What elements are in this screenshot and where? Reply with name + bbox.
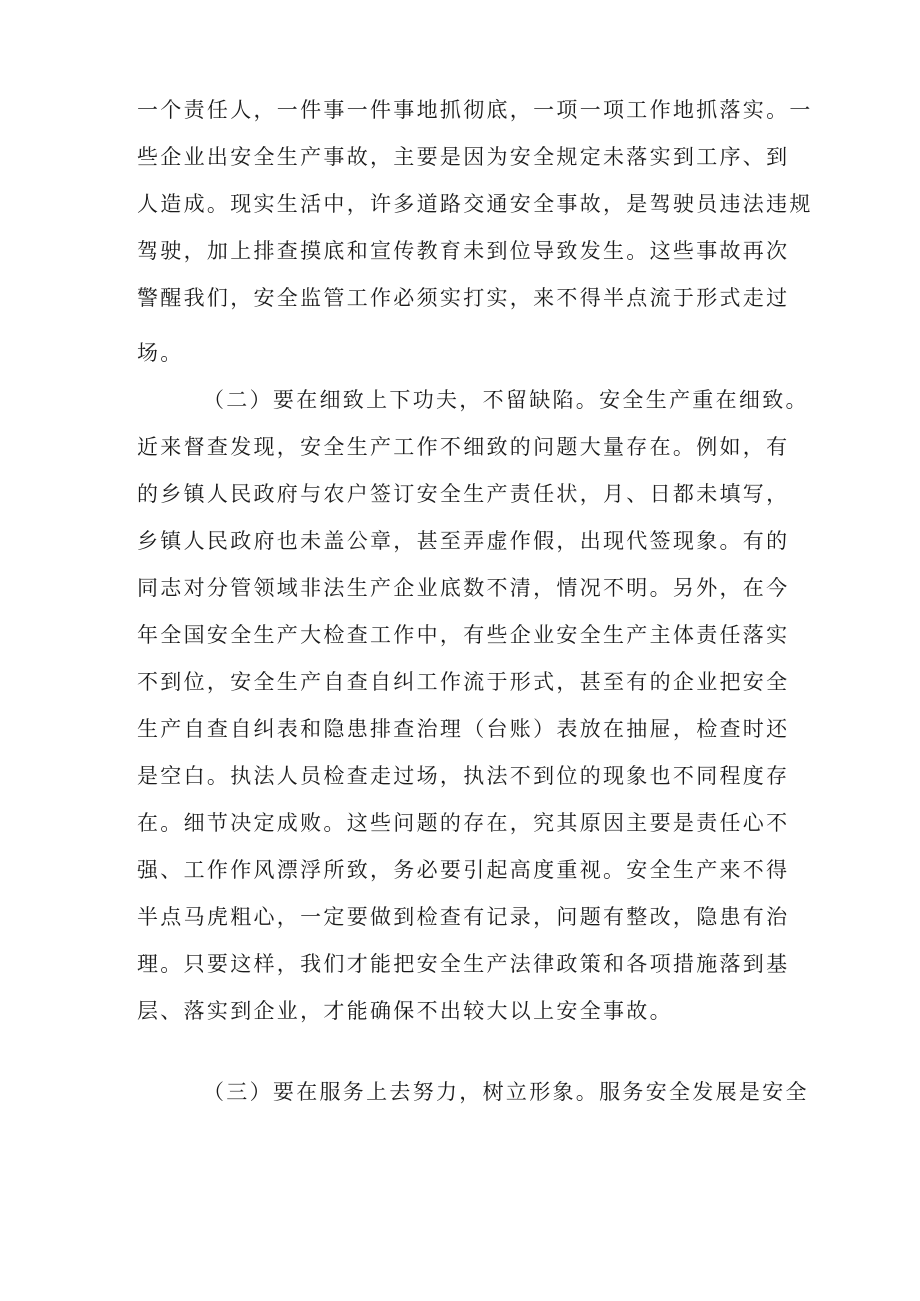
text-line: 些企业出安全生产事故，主要是因为安全规定未落实到工序、到 (137, 145, 790, 169)
text-line: 同志对分管领域非法生产企业底数不清，情况不明。另外，在今 (137, 576, 790, 600)
text-line: 人造成。现实生活中，许多道路交通安全事故，是驾驶员违法违规 (137, 192, 813, 216)
section-heading-2: （二）要在细致上下功夫，不留缺陷。安全生产重在细致。 (203, 388, 809, 412)
text-line: 年全国安全生产大检查工作中，有些企业安全生产主体责任落实 (137, 623, 790, 647)
text-line: 乡镇人民政府也未盖公章，甚至弄虚作假，出现代签现象。有的 (137, 529, 790, 553)
text-line: 警醒我们，安全监管工作必须实打实，来不得半点流于形式走过 (137, 286, 790, 310)
section-heading-3: （三）要在服务上去努力，树立形象。服务安全发展是安全 (203, 1080, 809, 1104)
text-line: 半点马虎粗心，一定要做到检查有记录，问题有整改，隐患有治 (137, 905, 790, 929)
text-line: 理。只要这样，我们才能把安全生产法律政策和各项措施落到基 (137, 952, 790, 976)
text-line: 场。 (137, 341, 184, 365)
text-line: 的乡镇人民政府与农户签订安全生产责任状，月、日都未填写， (137, 482, 790, 506)
text-line: 一个责任人，一件事一件事地抓彻底，一项一项工作地抓落实。一 (137, 98, 813, 122)
text-line: 不到位，安全生产自查自纠工作流于形式，甚至有的企业把安全 (137, 670, 790, 694)
text-line: 层、落实到企业，才能确保不出较大以上安全事故。 (137, 999, 673, 1023)
text-line: 在。细节决定成败。这些问题的存在，究其原因主要是责任心不 (137, 811, 790, 835)
text-line: 驾驶，加上排查摸底和宣传教育未到位导致发生。这些事故再次 (137, 239, 790, 263)
text-line: 强、工作作风漂浮所致，务必要引起高度重视。安全生产来不得 (137, 858, 790, 882)
text-line: 是空白。执法人员检查走过场，执法不到位的现象也不同程度存 (137, 764, 790, 788)
text-line: 生产自查自纠表和隐患排查治理（台账）表放在抽屉，检查时还 (137, 717, 790, 741)
text-line: 近来督查发现，安全生产工作不细致的问题大量存在。例如，有 (137, 435, 790, 459)
